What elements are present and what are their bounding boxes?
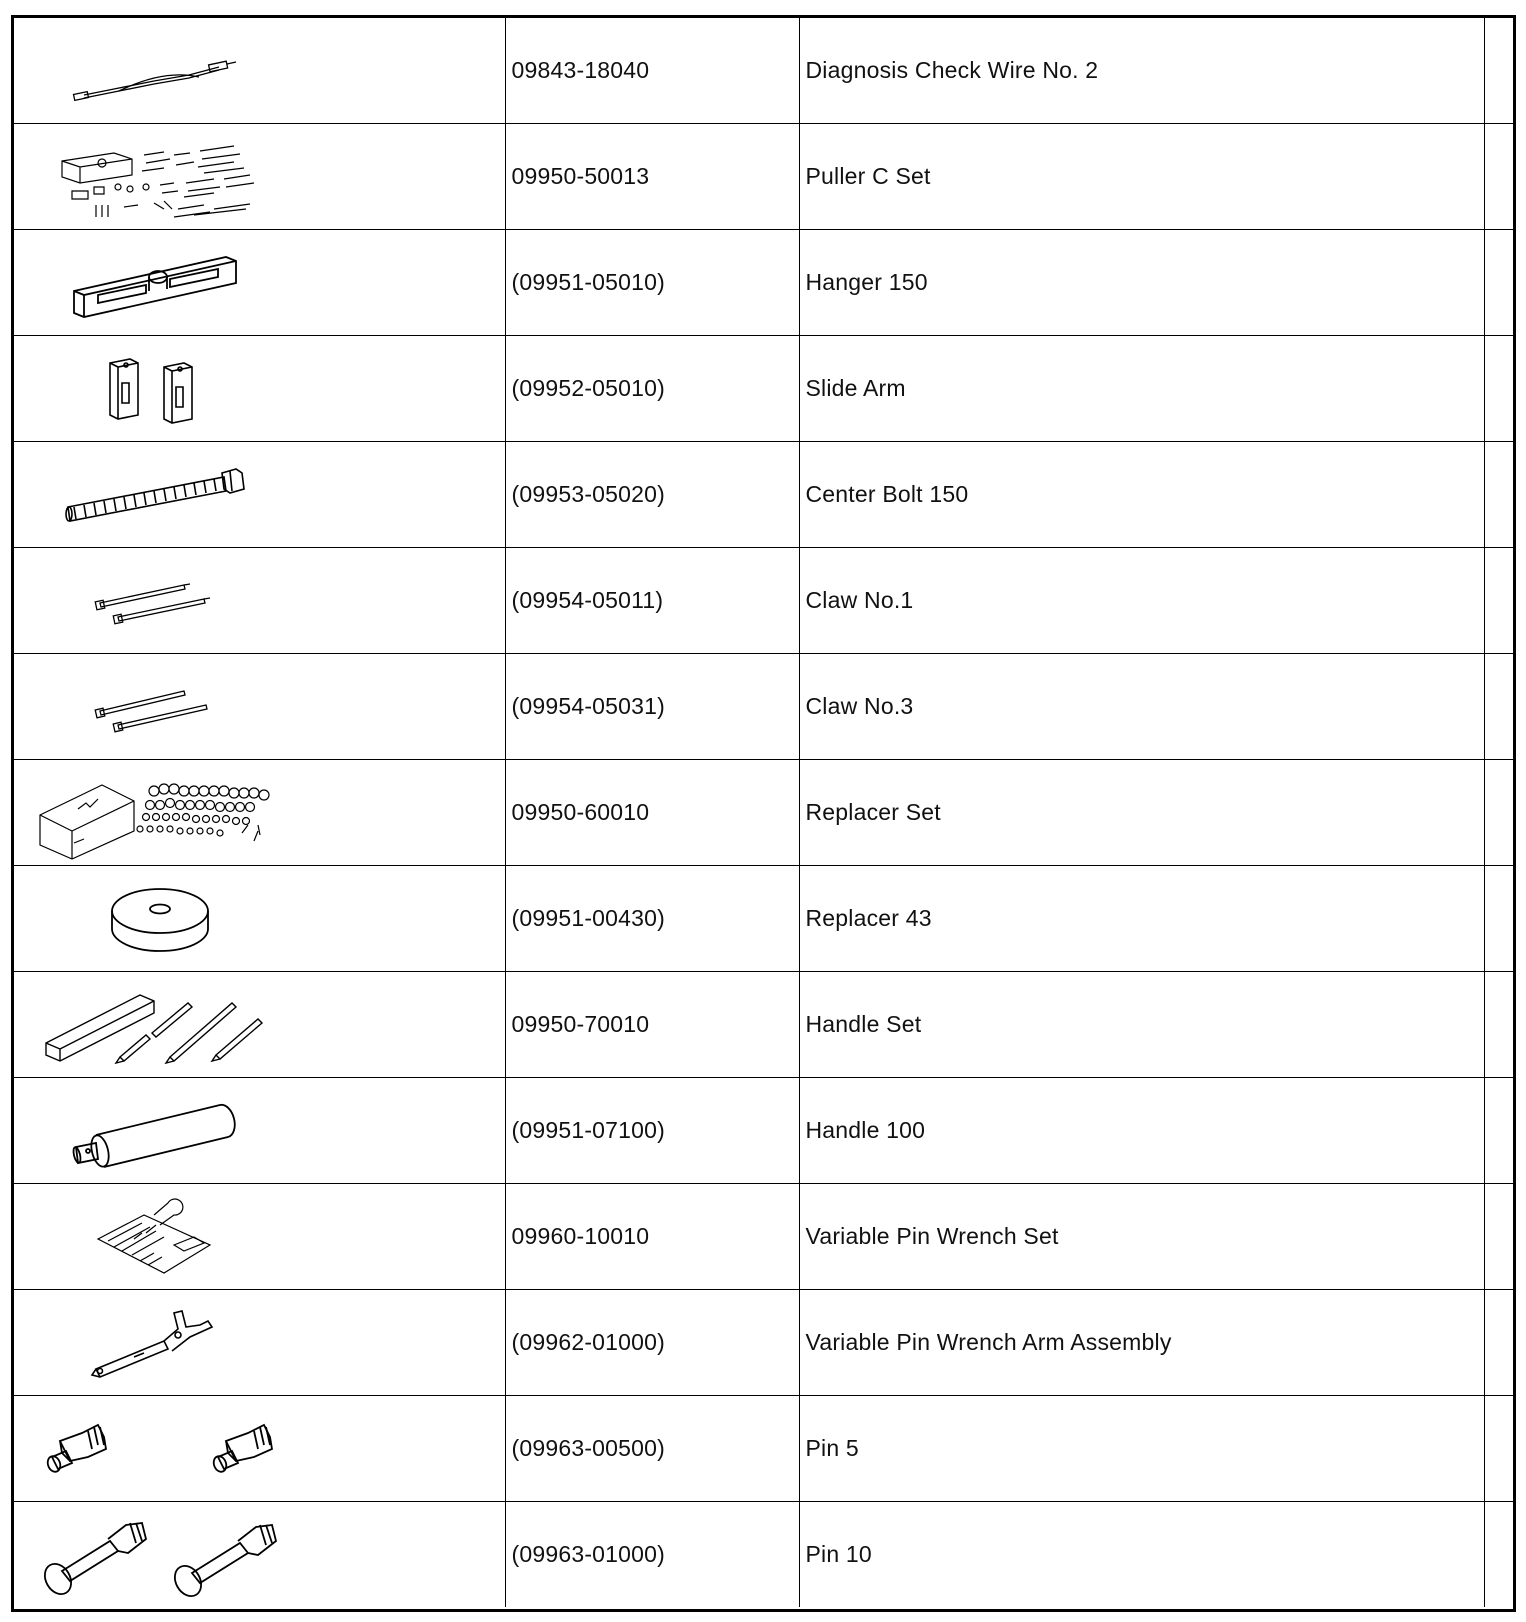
illustration-cell bbox=[14, 1396, 505, 1502]
table-row bbox=[14, 442, 1513, 548]
note-cell bbox=[1484, 336, 1513, 442]
illustration-cell bbox=[14, 972, 505, 1078]
note-cell bbox=[1484, 548, 1513, 654]
part-number: (09953-05020) bbox=[511, 481, 665, 507]
puller-set-illustration bbox=[14, 125, 503, 229]
illustration-cell bbox=[14, 1290, 505, 1396]
part-number: (09951-05010) bbox=[511, 269, 665, 295]
note-cell bbox=[1484, 972, 1513, 1078]
illustration-cell bbox=[14, 654, 505, 760]
pin-wrench-arm-illustration bbox=[14, 1291, 503, 1395]
tool-name: Claw No.1 bbox=[805, 587, 914, 613]
part-number: 09950-60010 bbox=[511, 799, 650, 825]
part-number: (09951-00430) bbox=[511, 905, 665, 931]
tool-name: Replacer Set bbox=[805, 799, 941, 825]
slide-arm-illustration bbox=[14, 337, 503, 441]
tool-name: Pin 5 bbox=[805, 1435, 859, 1461]
part-number: 09960-10010 bbox=[511, 1223, 650, 1249]
table-row bbox=[14, 230, 1513, 336]
table-row bbox=[14, 124, 1513, 230]
special-service-tools-table bbox=[14, 18, 1513, 1607]
note-cell bbox=[1484, 1396, 1513, 1502]
note-cell bbox=[1484, 866, 1513, 972]
replacer-set-illustration bbox=[14, 761, 503, 865]
handle-set-illustration bbox=[14, 973, 503, 1077]
table-row bbox=[14, 548, 1513, 654]
tool-name: Variable Pin Wrench Arm Assembly bbox=[805, 1329, 1172, 1355]
claw-illustration bbox=[14, 549, 503, 653]
note-cell bbox=[1484, 230, 1513, 336]
note-cell bbox=[1484, 442, 1513, 548]
illustration-cell bbox=[14, 1184, 505, 1290]
note-cell bbox=[1484, 1502, 1513, 1608]
table-row bbox=[14, 1502, 1513, 1608]
note-cell bbox=[1484, 1078, 1513, 1184]
note-cell bbox=[1484, 18, 1513, 124]
illustration-cell bbox=[14, 1078, 505, 1184]
pin-long-illustration bbox=[14, 1503, 503, 1607]
note-cell bbox=[1484, 760, 1513, 866]
tool-name: Handle Set bbox=[805, 1011, 922, 1037]
illustration-cell bbox=[14, 548, 505, 654]
tool-name: Slide Arm bbox=[805, 375, 906, 401]
illustration-cell bbox=[14, 18, 505, 124]
table-row bbox=[14, 1396, 1513, 1502]
part-number: (09963-01000) bbox=[511, 1541, 665, 1567]
illustration-cell bbox=[14, 442, 505, 548]
illustration-cell bbox=[14, 866, 505, 972]
hanger-illustration bbox=[14, 231, 503, 335]
illustration-cell bbox=[14, 336, 505, 442]
part-number: (09951-07100) bbox=[511, 1117, 665, 1143]
illustration-cell bbox=[14, 124, 505, 230]
table-row bbox=[14, 760, 1513, 866]
illustration-cell bbox=[14, 230, 505, 336]
pin-illustration bbox=[14, 1397, 503, 1501]
table-row bbox=[14, 972, 1513, 1078]
table-row bbox=[14, 866, 1513, 972]
tool-name: Pin 10 bbox=[805, 1541, 872, 1567]
part-number: (09952-05010) bbox=[511, 375, 665, 401]
part-number: (09962-01000) bbox=[511, 1329, 665, 1355]
part-number: 09843-18040 bbox=[511, 57, 650, 83]
part-number: (09954-05011) bbox=[511, 587, 664, 613]
illustration-cell bbox=[14, 1502, 505, 1608]
part-number: (09954-05031) bbox=[511, 693, 665, 719]
note-cell bbox=[1484, 124, 1513, 230]
table-row bbox=[14, 1290, 1513, 1396]
tool-table-frame bbox=[11, 15, 1516, 1612]
replacer-disc-illustration bbox=[14, 867, 503, 971]
handle-illustration bbox=[14, 1079, 503, 1183]
part-number: 09950-70010 bbox=[511, 1011, 650, 1037]
tool-name: Handle 100 bbox=[805, 1117, 926, 1143]
table-row bbox=[14, 654, 1513, 760]
claw-illustration bbox=[14, 655, 503, 759]
part-number: (09963-00500) bbox=[511, 1435, 665, 1461]
tool-name: Variable Pin Wrench Set bbox=[805, 1223, 1059, 1249]
tool-name: Hanger 150 bbox=[805, 269, 928, 295]
tool-name: Diagnosis Check Wire No. 2 bbox=[805, 57, 1099, 83]
table-row bbox=[14, 336, 1513, 442]
center-bolt-illustration bbox=[14, 443, 503, 547]
tool-name: Replacer 43 bbox=[805, 905, 932, 931]
note-cell bbox=[1484, 654, 1513, 760]
tool-name: Center Bolt 150 bbox=[805, 481, 969, 507]
pin-wrench-set-illustration bbox=[14, 1185, 503, 1289]
part-number: 09950-50013 bbox=[511, 163, 650, 189]
table-row bbox=[14, 1184, 1513, 1290]
note-cell bbox=[1484, 1184, 1513, 1290]
note-cell bbox=[1484, 1290, 1513, 1396]
illustration-cell bbox=[14, 760, 505, 866]
diagnosis-check-wire-illustration bbox=[14, 19, 503, 123]
table-row bbox=[14, 1078, 1513, 1184]
tool-name: Claw No.3 bbox=[805, 693, 914, 719]
tool-name: Puller C Set bbox=[805, 163, 931, 189]
table-row bbox=[14, 18, 1513, 124]
